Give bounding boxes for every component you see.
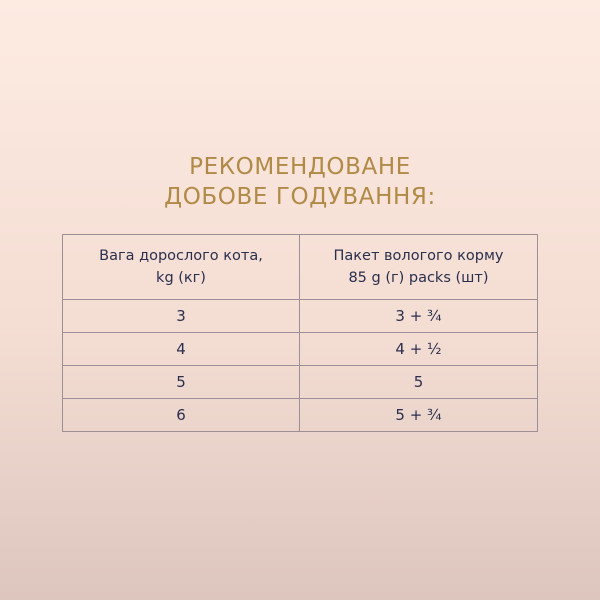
table-row: [63, 300, 538, 333]
cell-weight: 6: [63, 399, 300, 432]
feeding-title-line-2: ДОБОВЕ ГОДУВАННЯ:: [164, 184, 436, 210]
table-row: [63, 366, 538, 399]
cell-weight: 3: [63, 300, 300, 333]
table-row: [63, 399, 538, 432]
feeding-title-line-1: РЕКОМЕНДОВАНЕ: [189, 154, 411, 180]
header-cat-weight-line-2: kg (кг): [156, 270, 206, 286]
feeding-table: [62, 234, 538, 432]
feeding-title: [0, 152, 600, 212]
table-header-row: [63, 235, 538, 300]
cell-packs: 5: [300, 366, 538, 399]
header-wet-food-packs-line-2: 85 g (г) packs (шт): [348, 270, 489, 286]
header-cat-weight: [63, 235, 300, 300]
header-wet-food-packs-line-1: Пакет вологого корму: [333, 248, 504, 264]
table-row: [63, 333, 538, 366]
header-wet-food-packs: [300, 235, 538, 300]
cell-weight: 4: [63, 333, 300, 366]
cell-packs: 3 + ¾: [300, 300, 538, 333]
cell-packs: 4 + ½: [300, 333, 538, 366]
header-cat-weight-line-1: Вага дорослого кота,: [99, 248, 263, 264]
cell-weight: 5: [63, 366, 300, 399]
cell-packs: 5 + ¾: [300, 399, 538, 432]
